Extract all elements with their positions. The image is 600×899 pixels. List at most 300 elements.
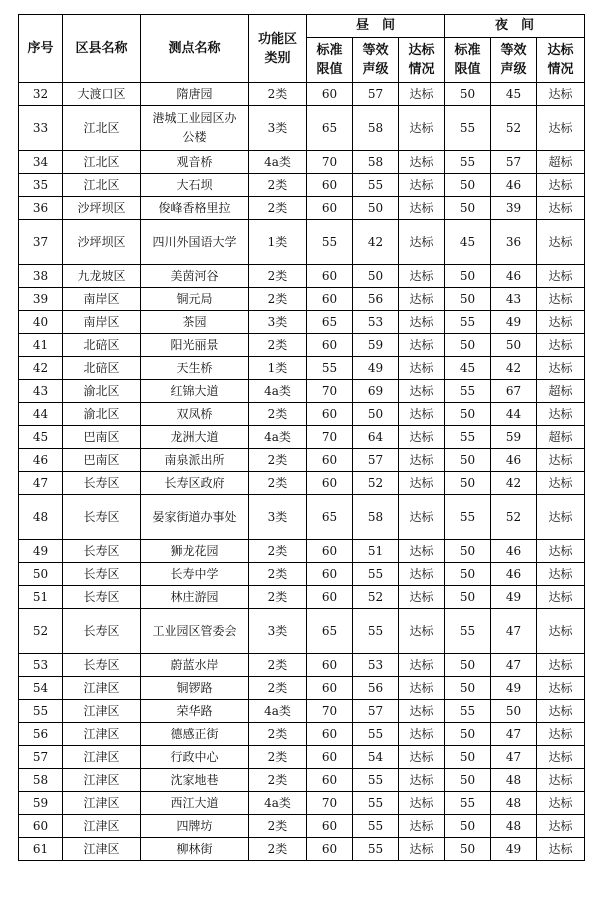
row-zone: 3类 — [249, 311, 307, 334]
row-seq: 45 — [19, 426, 63, 449]
row-day-limit: 55 — [307, 220, 353, 265]
row-district: 江津区 — [63, 723, 141, 746]
row-day-level: 53 — [353, 311, 399, 334]
row-station: 荣华路 — [141, 700, 249, 723]
header-day-level: 等效声级 — [353, 38, 399, 83]
row-day-level: 58 — [353, 495, 399, 540]
row-day-status: 达标 — [399, 403, 445, 426]
row-night-status: 达标 — [537, 769, 585, 792]
row-station: 林庄游园 — [141, 586, 249, 609]
row-night-status: 达标 — [537, 563, 585, 586]
row-night-limit: 50 — [445, 677, 491, 700]
row-day-status: 达标 — [399, 380, 445, 403]
row-day-status: 达标 — [399, 540, 445, 563]
row-day-level: 69 — [353, 380, 399, 403]
row-day-status: 达标 — [399, 449, 445, 472]
row-zone: 2类 — [249, 586, 307, 609]
row-night-limit: 50 — [445, 838, 491, 861]
row-zone: 2类 — [249, 83, 307, 106]
table-row — [19, 700, 585, 723]
row-station: 长寿区政府 — [141, 472, 249, 495]
noise-monitoring-table — [18, 14, 585, 861]
row-night-limit: 50 — [445, 449, 491, 472]
row-seq: 57 — [19, 746, 63, 769]
row-day-status: 达标 — [399, 311, 445, 334]
row-seq: 39 — [19, 288, 63, 311]
row-day-status: 达标 — [399, 769, 445, 792]
row-district: 九龙坡区 — [63, 265, 141, 288]
row-night-status: 达标 — [537, 311, 585, 334]
row-zone: 2类 — [249, 746, 307, 769]
row-night-level: 36 — [491, 220, 537, 265]
row-day-status: 达标 — [399, 586, 445, 609]
row-day-level: 51 — [353, 540, 399, 563]
row-night-level: 44 — [491, 403, 537, 426]
row-night-level: 48 — [491, 792, 537, 815]
row-day-limit: 60 — [307, 472, 353, 495]
row-night-limit: 50 — [445, 472, 491, 495]
table-row — [19, 106, 585, 151]
row-night-level: 52 — [491, 495, 537, 540]
table-row — [19, 380, 585, 403]
row-night-status: 达标 — [537, 197, 585, 220]
row-night-limit: 50 — [445, 540, 491, 563]
row-night-status: 达标 — [537, 792, 585, 815]
row-seq: 43 — [19, 380, 63, 403]
row-night-level: 43 — [491, 288, 537, 311]
row-day-level: 55 — [353, 792, 399, 815]
table-row — [19, 723, 585, 746]
row-station: 美茵河谷 — [141, 265, 249, 288]
row-district: 江津区 — [63, 769, 141, 792]
row-night-limit: 45 — [445, 357, 491, 380]
row-day-level: 56 — [353, 677, 399, 700]
row-district: 巴南区 — [63, 449, 141, 472]
row-day-status: 达标 — [399, 174, 445, 197]
row-zone: 4a类 — [249, 700, 307, 723]
row-day-limit: 65 — [307, 311, 353, 334]
row-day-limit: 60 — [307, 265, 353, 288]
row-day-status: 达标 — [399, 472, 445, 495]
row-seq: 48 — [19, 495, 63, 540]
row-day-status: 达标 — [399, 495, 445, 540]
row-day-level: 55 — [353, 563, 399, 586]
row-day-status: 达标 — [399, 792, 445, 815]
row-night-status: 达标 — [537, 449, 585, 472]
row-night-level: 47 — [491, 654, 537, 677]
row-night-status: 达标 — [537, 586, 585, 609]
row-day-level: 58 — [353, 151, 399, 174]
row-seq: 60 — [19, 815, 63, 838]
row-day-status: 达标 — [399, 723, 445, 746]
row-zone: 4a类 — [249, 380, 307, 403]
table-row — [19, 540, 585, 563]
row-night-limit: 55 — [445, 700, 491, 723]
row-zone: 4a类 — [249, 426, 307, 449]
row-night-level: 50 — [491, 334, 537, 357]
row-day-status: 达标 — [399, 677, 445, 700]
row-seq: 42 — [19, 357, 63, 380]
row-night-status: 达标 — [537, 106, 585, 151]
row-zone: 2类 — [249, 265, 307, 288]
row-night-level: 46 — [491, 563, 537, 586]
row-station: 四川外国语大学 — [141, 220, 249, 265]
row-day-limit: 60 — [307, 723, 353, 746]
table-row — [19, 792, 585, 815]
row-day-limit: 60 — [307, 197, 353, 220]
row-night-status: 达标 — [537, 677, 585, 700]
row-night-status: 达标 — [537, 403, 585, 426]
row-night-status: 超标 — [537, 151, 585, 174]
row-seq: 40 — [19, 311, 63, 334]
row-night-status: 达标 — [537, 472, 585, 495]
row-night-limit: 50 — [445, 746, 491, 769]
row-day-status: 达标 — [399, 609, 445, 654]
row-seq: 34 — [19, 151, 63, 174]
row-seq: 41 — [19, 334, 63, 357]
table-row — [19, 472, 585, 495]
row-day-limit: 60 — [307, 654, 353, 677]
row-night-limit: 55 — [445, 792, 491, 815]
row-night-level: 49 — [491, 311, 537, 334]
header-night-level: 等效声级 — [491, 38, 537, 83]
row-station: 行政中心 — [141, 746, 249, 769]
row-night-limit: 50 — [445, 197, 491, 220]
row-day-status: 达标 — [399, 426, 445, 449]
row-day-limit: 60 — [307, 586, 353, 609]
row-seq: 59 — [19, 792, 63, 815]
row-district: 沙坪坝区 — [63, 197, 141, 220]
row-day-status: 达标 — [399, 220, 445, 265]
table-row — [19, 677, 585, 700]
row-zone: 2类 — [249, 288, 307, 311]
row-station: 港城工业园区办公楼 — [141, 106, 249, 151]
row-zone: 4a类 — [249, 792, 307, 815]
row-zone: 2类 — [249, 815, 307, 838]
row-seq: 53 — [19, 654, 63, 677]
table-row — [19, 449, 585, 472]
table-row — [19, 220, 585, 265]
row-day-status: 达标 — [399, 197, 445, 220]
row-district: 北碚区 — [63, 357, 141, 380]
row-day-level: 52 — [353, 472, 399, 495]
row-seq: 52 — [19, 609, 63, 654]
row-zone: 2类 — [249, 838, 307, 861]
table-row — [19, 746, 585, 769]
row-night-status: 达标 — [537, 723, 585, 746]
row-day-status: 达标 — [399, 288, 445, 311]
row-night-limit: 55 — [445, 311, 491, 334]
row-night-level: 46 — [491, 449, 537, 472]
row-day-status: 达标 — [399, 815, 445, 838]
row-seq: 49 — [19, 540, 63, 563]
table-row — [19, 563, 585, 586]
noise-monitoring-table-page — [18, 14, 584, 861]
row-day-status: 达标 — [399, 700, 445, 723]
row-district: 长寿区 — [63, 495, 141, 540]
row-seq: 46 — [19, 449, 63, 472]
row-district: 江津区 — [63, 792, 141, 815]
row-district: 江津区 — [63, 815, 141, 838]
row-seq: 56 — [19, 723, 63, 746]
row-day-level: 55 — [353, 609, 399, 654]
row-day-limit: 60 — [307, 838, 353, 861]
row-day-level: 52 — [353, 586, 399, 609]
row-zone: 2类 — [249, 563, 307, 586]
table-row — [19, 426, 585, 449]
row-day-level: 55 — [353, 769, 399, 792]
row-day-limit: 70 — [307, 700, 353, 723]
row-district: 长寿区 — [63, 540, 141, 563]
row-station: 龙洲大道 — [141, 426, 249, 449]
row-district: 长寿区 — [63, 609, 141, 654]
row-district: 江北区 — [63, 151, 141, 174]
row-district: 长寿区 — [63, 472, 141, 495]
row-zone: 4a类 — [249, 151, 307, 174]
row-district: 江津区 — [63, 746, 141, 769]
header-district: 区县名称 — [63, 15, 141, 83]
table-body — [19, 83, 585, 861]
row-day-level: 57 — [353, 700, 399, 723]
row-seq: 61 — [19, 838, 63, 861]
row-station: 铜锣路 — [141, 677, 249, 700]
table-row — [19, 769, 585, 792]
row-seq: 58 — [19, 769, 63, 792]
row-night-level: 47 — [491, 723, 537, 746]
row-night-limit: 45 — [445, 220, 491, 265]
row-district: 南岸区 — [63, 311, 141, 334]
row-night-limit: 55 — [445, 609, 491, 654]
row-night-status: 达标 — [537, 838, 585, 861]
row-day-level: 56 — [353, 288, 399, 311]
table-row — [19, 334, 585, 357]
row-zone: 2类 — [249, 723, 307, 746]
row-night-level: 48 — [491, 815, 537, 838]
row-day-level: 54 — [353, 746, 399, 769]
row-day-status: 达标 — [399, 106, 445, 151]
table-row — [19, 586, 585, 609]
row-night-limit: 50 — [445, 265, 491, 288]
row-day-level: 55 — [353, 723, 399, 746]
row-night-level: 47 — [491, 609, 537, 654]
row-day-limit: 60 — [307, 677, 353, 700]
row-night-status: 达标 — [537, 746, 585, 769]
row-night-level: 39 — [491, 197, 537, 220]
row-day-limit: 70 — [307, 151, 353, 174]
row-night-level: 49 — [491, 586, 537, 609]
row-day-level: 64 — [353, 426, 399, 449]
row-zone: 2类 — [249, 197, 307, 220]
row-day-limit: 60 — [307, 403, 353, 426]
row-day-level: 55 — [353, 174, 399, 197]
row-seq: 33 — [19, 106, 63, 151]
row-day-level: 42 — [353, 220, 399, 265]
row-day-level: 50 — [353, 403, 399, 426]
row-day-level: 50 — [353, 197, 399, 220]
row-station: 铜元局 — [141, 288, 249, 311]
row-station: 沈家地巷 — [141, 769, 249, 792]
row-station: 蔚蓝水岸 — [141, 654, 249, 677]
row-district: 大渡口区 — [63, 83, 141, 106]
row-day-level: 57 — [353, 83, 399, 106]
header-day-status: 达标情况 — [399, 38, 445, 83]
row-day-limit: 60 — [307, 288, 353, 311]
header-night-limit: 标准限值 — [445, 38, 491, 83]
row-seq: 38 — [19, 265, 63, 288]
header-zone: 功能区类别 — [249, 15, 307, 83]
row-zone: 2类 — [249, 677, 307, 700]
row-night-limit: 50 — [445, 723, 491, 746]
row-zone: 2类 — [249, 654, 307, 677]
row-night-limit: 50 — [445, 654, 491, 677]
row-seq: 55 — [19, 700, 63, 723]
row-day-level: 58 — [353, 106, 399, 151]
row-day-level: 53 — [353, 654, 399, 677]
row-day-limit: 65 — [307, 106, 353, 151]
row-day-limit: 60 — [307, 746, 353, 769]
row-seq: 54 — [19, 677, 63, 700]
row-seq: 50 — [19, 563, 63, 586]
row-seq: 51 — [19, 586, 63, 609]
row-night-limit: 50 — [445, 563, 491, 586]
row-night-status: 达标 — [537, 334, 585, 357]
row-station: 大石坝 — [141, 174, 249, 197]
table-row — [19, 197, 585, 220]
row-night-level: 49 — [491, 838, 537, 861]
header-station: 测点名称 — [141, 15, 249, 83]
row-day-limit: 60 — [307, 540, 353, 563]
row-station: 茶园 — [141, 311, 249, 334]
row-zone: 2类 — [249, 769, 307, 792]
row-seq: 32 — [19, 83, 63, 106]
row-night-level: 57 — [491, 151, 537, 174]
row-night-status: 达标 — [537, 700, 585, 723]
row-night-limit: 55 — [445, 151, 491, 174]
row-night-limit: 50 — [445, 815, 491, 838]
row-day-limit: 60 — [307, 815, 353, 838]
row-night-level: 42 — [491, 472, 537, 495]
table-row — [19, 83, 585, 106]
row-day-limit: 60 — [307, 174, 353, 197]
row-night-limit: 50 — [445, 288, 491, 311]
row-night-limit: 50 — [445, 334, 491, 357]
row-zone: 2类 — [249, 334, 307, 357]
table-row — [19, 838, 585, 861]
row-night-limit: 55 — [445, 380, 491, 403]
row-day-status: 达标 — [399, 746, 445, 769]
row-day-limit: 60 — [307, 449, 353, 472]
row-night-limit: 55 — [445, 426, 491, 449]
table-row — [19, 288, 585, 311]
row-night-limit: 55 — [445, 106, 491, 151]
row-district: 长寿区 — [63, 586, 141, 609]
header-daytime: 昼 间 — [307, 15, 445, 38]
row-seq: 47 — [19, 472, 63, 495]
row-day-level: 59 — [353, 334, 399, 357]
row-zone: 1类 — [249, 220, 307, 265]
row-day-limit: 60 — [307, 334, 353, 357]
row-day-level: 50 — [353, 265, 399, 288]
row-night-limit: 50 — [445, 174, 491, 197]
row-day-limit: 70 — [307, 426, 353, 449]
row-night-limit: 55 — [445, 495, 491, 540]
row-day-status: 达标 — [399, 265, 445, 288]
row-day-status: 达标 — [399, 838, 445, 861]
row-day-limit: 60 — [307, 83, 353, 106]
table-row — [19, 495, 585, 540]
row-district: 南岸区 — [63, 288, 141, 311]
row-station: 南泉派出所 — [141, 449, 249, 472]
table-row — [19, 609, 585, 654]
row-day-limit: 55 — [307, 357, 353, 380]
row-night-limit: 50 — [445, 769, 491, 792]
row-night-status: 达标 — [537, 288, 585, 311]
row-zone: 3类 — [249, 106, 307, 151]
row-night-level: 46 — [491, 540, 537, 563]
table-row — [19, 815, 585, 838]
row-night-level: 67 — [491, 380, 537, 403]
row-night-level: 52 — [491, 106, 537, 151]
row-district: 长寿区 — [63, 654, 141, 677]
header-day-limit: 标准限值 — [307, 38, 353, 83]
row-station: 狮龙花园 — [141, 540, 249, 563]
row-station: 俊峰香格里拉 — [141, 197, 249, 220]
row-station: 晏家街道办事处 — [141, 495, 249, 540]
row-day-limit: 65 — [307, 495, 353, 540]
table-row — [19, 265, 585, 288]
row-day-limit: 60 — [307, 563, 353, 586]
row-night-status: 达标 — [537, 174, 585, 197]
row-day-level: 57 — [353, 449, 399, 472]
row-night-status: 达标 — [537, 265, 585, 288]
row-seq: 37 — [19, 220, 63, 265]
row-night-level: 42 — [491, 357, 537, 380]
row-day-level: 49 — [353, 357, 399, 380]
table-row — [19, 174, 585, 197]
table-row — [19, 654, 585, 677]
row-day-limit: 65 — [307, 609, 353, 654]
row-station: 双凤桥 — [141, 403, 249, 426]
row-district: 渝北区 — [63, 380, 141, 403]
table-header — [19, 15, 585, 83]
row-station: 柳林街 — [141, 838, 249, 861]
row-district: 长寿区 — [63, 563, 141, 586]
row-day-status: 达标 — [399, 563, 445, 586]
row-day-limit: 70 — [307, 792, 353, 815]
row-district: 渝北区 — [63, 403, 141, 426]
row-seq: 35 — [19, 174, 63, 197]
table-row — [19, 151, 585, 174]
row-night-status: 超标 — [537, 426, 585, 449]
row-night-limit: 50 — [445, 403, 491, 426]
row-district: 江北区 — [63, 106, 141, 151]
row-day-status: 达标 — [399, 151, 445, 174]
row-district: 江津区 — [63, 700, 141, 723]
row-seq: 36 — [19, 197, 63, 220]
row-night-status: 达标 — [537, 540, 585, 563]
row-night-limit: 50 — [445, 586, 491, 609]
row-night-limit: 50 — [445, 83, 491, 106]
row-station: 阳光丽景 — [141, 334, 249, 357]
row-station: 四牌坊 — [141, 815, 249, 838]
row-night-status: 达标 — [537, 495, 585, 540]
row-night-level: 48 — [491, 769, 537, 792]
row-day-status: 达标 — [399, 334, 445, 357]
row-station: 红锦大道 — [141, 380, 249, 403]
table-row — [19, 357, 585, 380]
header-seq: 序号 — [19, 15, 63, 83]
row-station: 工业园区管委会 — [141, 609, 249, 654]
